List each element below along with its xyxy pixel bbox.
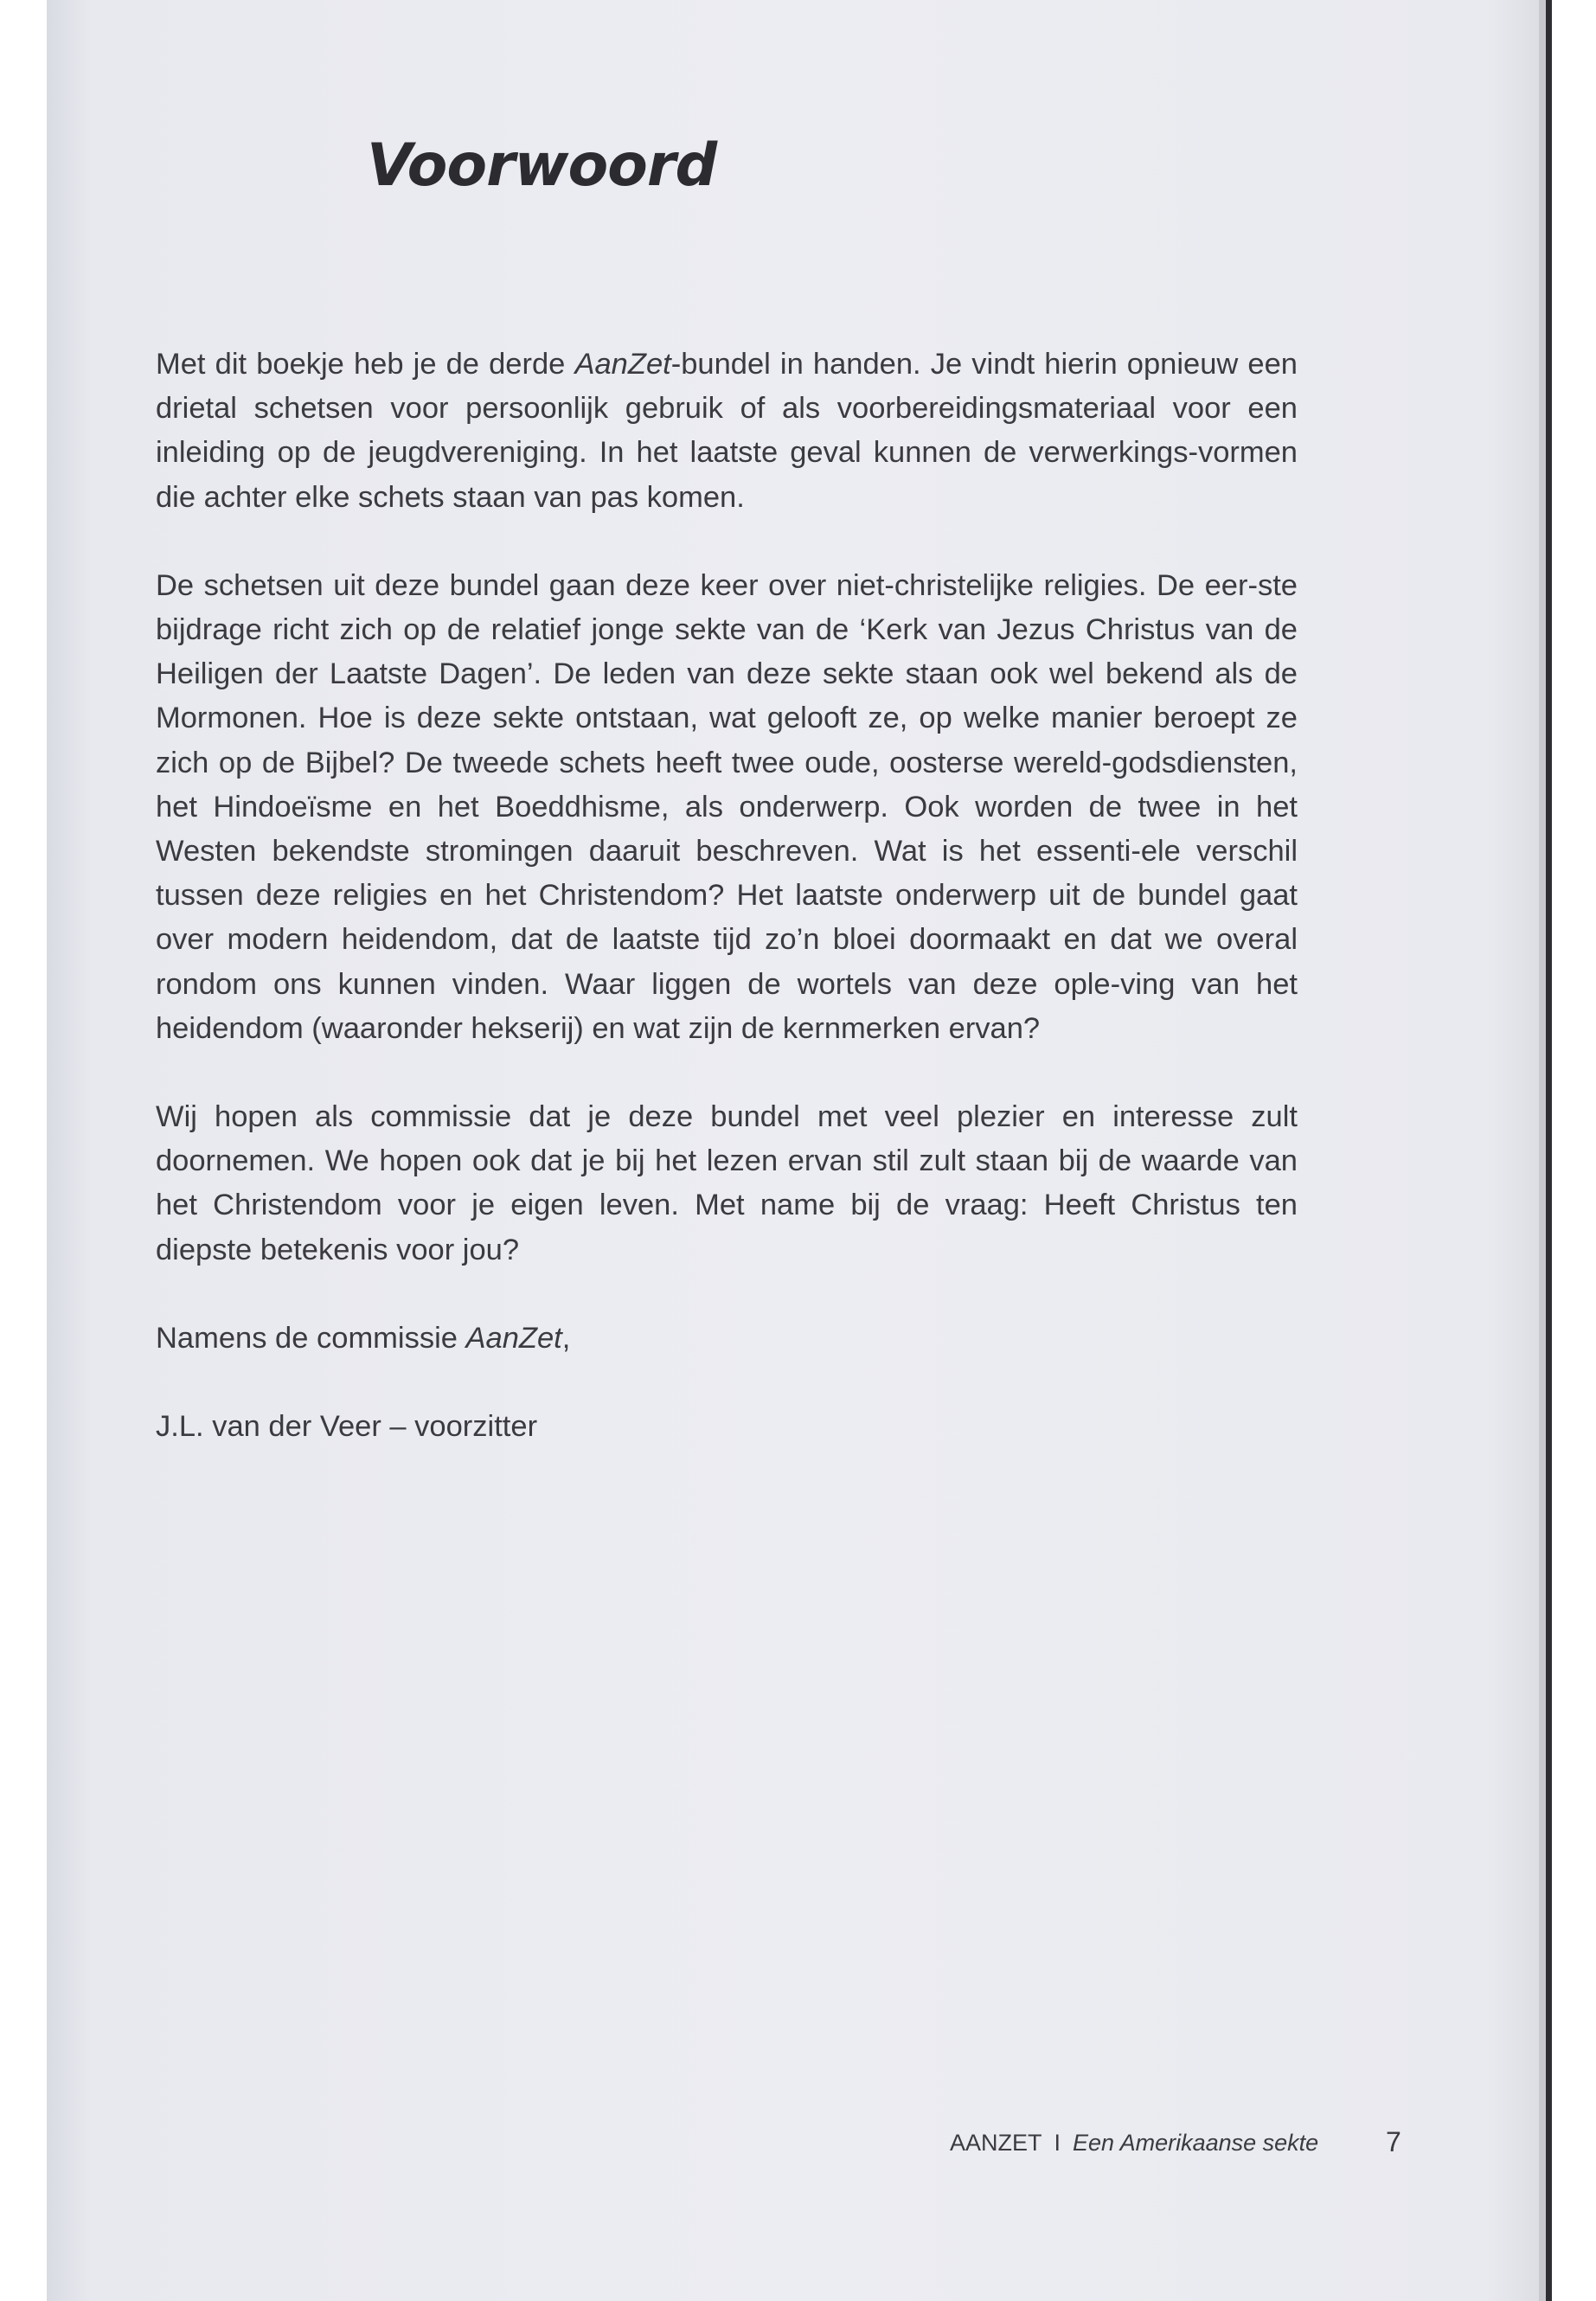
page-number: 7 xyxy=(1386,2126,1401,2157)
paragraph-topics: De schetsen uit deze bundel gaan deze keer over niet-christelijke religies. De eer-ste bijdrage richt zich op de relatief jonge sekte van de ‘Kerk van Jezus Christus van de Heiligen der Laatste Dagen’. De leden van deze sekte staan ook wel bekend als de Mormonen. Hoe is deze sekte ontstaan, wat gelooft ze, op welke manier beroept ze zich op de Bijbel? De tweede schets heeft twee oude, oosterse wereld-godsdiensten, het Hindoeïsme en het Boeddhisme, als onderwerp. Ook worden de twee in het Westen bekendste stromingen daaruit beschreven. Wat is het essenti-ele verschil tussen deze religies en het Christendom? Het laatste onderwerp uit de bundel gaat over modern heidendom, dat de laatste tijd zo’n bloei doormaakt en dat we overal rondom ons kunnen vinden. Waar liggen de wortels van deze ople-ving van het heidendom (waaronder hekserij) en wat zijn de kernmerken ervan? xyxy=(156,568,1298,1045)
footer-series: AANZET xyxy=(950,2130,1042,2156)
page-edge-shadow xyxy=(1539,0,1546,2301)
page-edge xyxy=(1546,0,1552,2301)
body-text xyxy=(156,343,1298,1449)
aanzet-emphasis: AanZet xyxy=(574,348,671,381)
page-title: Voorwoord xyxy=(367,131,717,200)
paragraph-wishes: Wij hopen als commissie dat je deze bundel met veel plezier en interesse zult doornemen. We hopen ook dat je bij het lezen ervan stil zult staan bij de waarde van het Christendom voor je eigen leven. Met name bij de vraag: Heeft Christus ten diepste betekenis voor jou? xyxy=(156,1100,1298,1266)
running-footer xyxy=(950,2130,1318,2157)
footer-separator: I xyxy=(1054,2130,1061,2156)
paragraph-intro: Met dit boekje heb je de derde AanZet-bundel in handen. Je vindt hierin opnieuw een drietal schetsen voor persoonlijk gebruik of als voorbereidingsmateriaal voor een inleiding op de jeugdvereniging. In het laatste geval kunnen de verwerkings-vormen die achter elke schets staan van pas komen. xyxy=(156,348,1298,514)
aanzet-emphasis: AanZet xyxy=(465,1321,562,1355)
paragraph-signature: J.L. van der Veer – voorzitter xyxy=(156,1410,538,1444)
paragraph-signoff: Namens de commissie AanZet, xyxy=(156,1321,571,1355)
footer-title: Een Amerikaanse sekte xyxy=(1073,2130,1319,2156)
